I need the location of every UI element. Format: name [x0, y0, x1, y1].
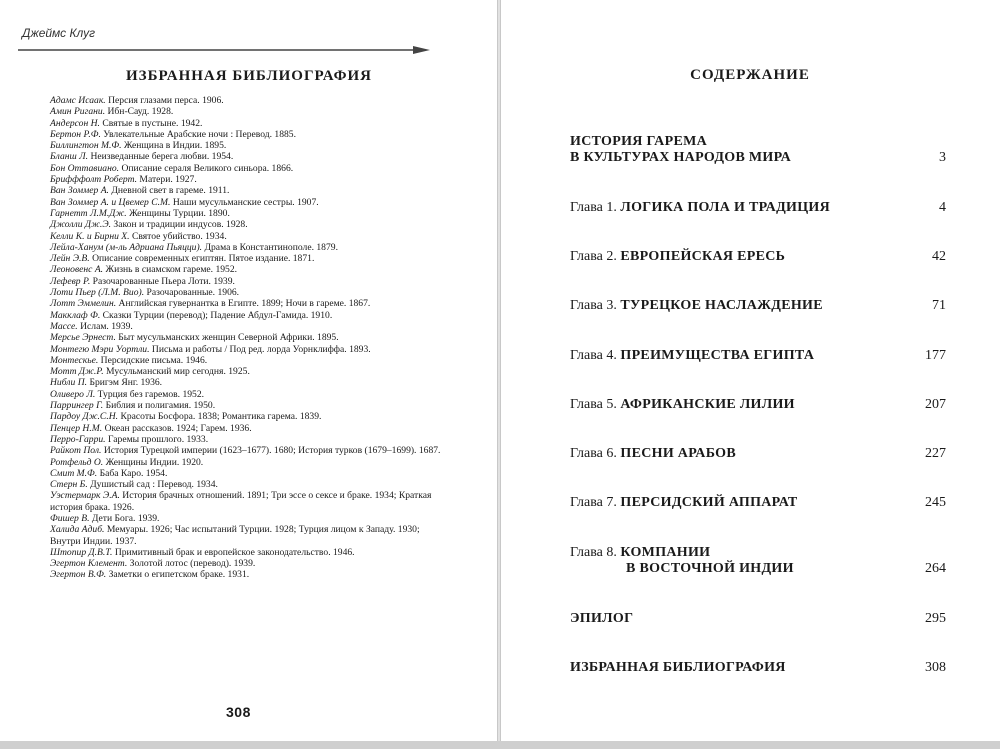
entry-text: Быт мусульманских женщин Северной Африки. 1895.: [118, 332, 339, 344]
toc-page-number: 295: [925, 611, 946, 626]
entry-author: Монтескье.: [50, 354, 99, 366]
entry-author: Ван Зоммер А. и Цвемер С.М.: [50, 196, 171, 208]
entry-text: Женщины Индии. 1920.: [105, 456, 204, 468]
entry-text: Дневной свет в гареме. 1911.: [111, 185, 230, 197]
toc-title: ПЕРСИДСКИЙ АППАРАТ: [620, 495, 798, 510]
bibliography-entry: [50, 344, 445, 355]
bibliography-entry: [50, 118, 445, 129]
toc-chapter-number: Глава 4.: [570, 348, 617, 363]
entry-text: Увлекательные Арабские ночи : Перевод. 1885.: [103, 128, 296, 140]
toc-page-number: 227: [925, 446, 946, 461]
toc-chapter-number: Глава 3.: [570, 298, 617, 313]
entry-author: Лоти Пьер (Л.М. Вио).: [50, 287, 145, 299]
entry-text: Закон и традиции индусов. 1928.: [113, 219, 248, 231]
bibliography-entry: [50, 106, 445, 117]
entry-text: Матери. 1927.: [139, 174, 197, 186]
entry-text: Золотой лотос (перевод). 1939.: [129, 558, 256, 570]
entry-text: Письма и работы / Под ред. лорда Уорнклиффа. 1893.: [151, 343, 371, 355]
entry-text: Гаремы прошлого. 1933.: [107, 433, 209, 445]
entry-author: Ротфельд О.: [50, 456, 104, 468]
entry-author: Лефевр Р.: [50, 275, 91, 287]
bibliography-entry: [50, 389, 445, 400]
toc-entry[interactable]: [570, 200, 946, 216]
toc-title: ЭПИЛОГ: [570, 611, 634, 626]
entry-text: Ибн-Сауд. 1928.: [107, 106, 174, 118]
entry-author: Ван Зоммер А.: [50, 185, 109, 197]
bibliography-entry: [50, 253, 445, 264]
entry-author: Келли К. и Бирни Х.: [50, 230, 130, 242]
toc-page-number: 71: [932, 298, 946, 313]
toc-chapter-number: Глава 6.: [570, 446, 617, 461]
bibliography-entry: [50, 287, 445, 298]
bibliography-entry: [50, 423, 445, 434]
entry-author: Мотт Дж.Р.: [50, 366, 104, 378]
entry-author: Леоновенс А.: [50, 264, 104, 276]
bibliography-entry: [50, 513, 445, 524]
entry-author: Андерсон Н.: [50, 117, 100, 129]
entry-author: Брифффолт Роберт.: [50, 174, 138, 186]
entry-text: Душистый сад : Перевод. 1934.: [90, 479, 218, 491]
entry-author: Паррингер Г.: [50, 400, 104, 412]
toc-title-continued: В КУЛЬТУРАХ НАРОДОВ МИРА: [570, 150, 792, 165]
bibliography-entry: [50, 231, 445, 242]
entry-author: Райкот Пол.: [50, 445, 102, 457]
bibliography-entry: [50, 411, 445, 422]
bibliography-entry: [50, 276, 445, 287]
entry-text: Наши мусульманские сестры. 1907.: [172, 196, 319, 208]
toc-title: ТУРЕЦКОЕ НАСЛАЖДЕНИЕ: [620, 298, 823, 313]
entry-text: Женщины Турции. 1890.: [129, 207, 230, 219]
entry-text: Персия глазами перса. 1906.: [108, 95, 224, 106]
toc-page-number: 42: [932, 249, 946, 264]
entry-author: Массе.: [50, 320, 78, 332]
toc-page-number: 308: [925, 660, 946, 675]
bibliography-entry: [50, 490, 445, 513]
bibliography-entry: [50, 197, 445, 208]
toc-title: ЕВРОПЕЙСКАЯ ЕРЕСЬ: [620, 249, 786, 264]
entry-author: Амин Ригани.: [50, 106, 106, 118]
entry-text: Разочарованные Пьера Лоти. 1939.: [92, 275, 235, 287]
bibliography-entry: [50, 355, 445, 366]
toc-entry[interactable]: [570, 660, 946, 676]
toc-entry[interactable]: [570, 134, 946, 166]
bibliography-entry: [50, 242, 445, 253]
entry-author: Джолли Дж.Э.: [50, 219, 112, 231]
entry-text: История брачных отношений. 1891; Три эссе о сексе и браке. 1934; Краткая история брака. 1926.: [50, 490, 432, 513]
entry-author: Штопир Д.В.Т.: [50, 546, 113, 558]
bibliography-entry: [50, 208, 445, 219]
toc-entry[interactable]: [570, 545, 946, 577]
toc-chapter-number: Глава 8.: [570, 545, 617, 560]
toc-page-number: 245: [925, 495, 946, 510]
entry-author: Уэстермарк Э.А.: [50, 490, 120, 502]
running-head: Джеймс Клуг: [22, 26, 96, 40]
entry-author: Монтегю Мэри Уортли.: [50, 343, 150, 355]
toc-title: ИСТОРИЯ ГАРЕМА: [570, 134, 708, 149]
toc-entry[interactable]: [570, 611, 946, 627]
contents-title: СОДЕРЖАНИЕ: [690, 67, 810, 83]
entry-author: Макклаф Ф.: [50, 309, 101, 321]
toc-entry[interactable]: [570, 348, 946, 364]
entry-text: Женщина в Индии. 1895.: [123, 140, 227, 152]
entry-author: Смит М.Ф.: [50, 467, 98, 479]
bibliography-entry: [50, 174, 445, 185]
toc-chapter-number: Глава 7.: [570, 495, 617, 510]
bibliography-entry: [50, 332, 445, 343]
entry-text: Мусульманский мир сегодня. 1925.: [106, 366, 250, 378]
entry-text: Красоты Босфора. 1838; Романтика гарема. 1839.: [120, 411, 322, 423]
entry-text: Описание сераля Великого синьора. 1866.: [121, 162, 294, 174]
entry-author: Гарнетт Л.М.Дж.: [50, 207, 127, 219]
bibliography-entry: [50, 129, 445, 140]
bibliography-title: ИЗБРАННАЯ БИБЛИОГРАФИЯ: [125, 68, 373, 84]
entry-text: История Турецкой империи (1623–1677). 1680; История турков (1679–1699). 1687.: [103, 445, 441, 457]
toc-page-number: 4: [939, 200, 946, 215]
table-of-contents: [500, 0, 1000, 741]
entry-text: Святое убийство. 1934.: [131, 230, 227, 242]
bibliography-entry: [50, 264, 445, 275]
toc-entry[interactable]: [570, 397, 946, 413]
entry-text: Заметки о египетском браке. 1931.: [108, 569, 250, 581]
toc-chapter-number: Глава 1.: [570, 200, 617, 215]
entry-text: Описание современных египтян. Пятое издание. 1871.: [92, 253, 315, 265]
bibliography-entry: [50, 569, 445, 580]
entry-author: Эгертон В.Ф.: [50, 569, 107, 581]
entry-text: Мемуары. 1926; Час испытаний Турции. 1928; Турция лицом к Западу. 1930; Внутри Индии. 1937.: [50, 524, 420, 547]
right-page: [500, 0, 1000, 741]
bibliography-entry: [50, 163, 445, 174]
bibliography-list: [50, 95, 445, 581]
toc-entry[interactable]: [570, 446, 946, 462]
entry-text: Сказки Турции (перевод); Падение Абдул-Гамида. 1910.: [102, 309, 333, 321]
bibliography-entry: [50, 547, 445, 558]
entry-text: Неизведанные берега любви. 1954.: [90, 151, 234, 163]
entry-text: Бригэм Янг. 1936.: [89, 377, 163, 389]
toc-title: АФРИКАНСКИЕ ЛИЛИИ: [620, 397, 795, 412]
spear-rule-icon: [18, 45, 430, 55]
toc-entry[interactable]: [570, 249, 946, 265]
bibliography-entry: [50, 479, 445, 490]
bibliography-entry: [50, 151, 445, 162]
entry-author: Халида Адиб.: [50, 524, 105, 536]
bibliography-entry: [50, 445, 445, 456]
bibliography-entry: [50, 434, 445, 445]
toc-page-number: 264: [925, 561, 946, 576]
toc-title: ПЕСНИ АРАБОВ: [620, 446, 736, 461]
toc-chapter-number: Глава 5.: [570, 397, 617, 412]
toc-page-number: 3: [939, 150, 946, 165]
entry-text: Святые в пустыне. 1942.: [102, 117, 203, 129]
entry-author: Лотт Эммелин.: [50, 298, 117, 310]
toc-entry[interactable]: [570, 495, 946, 511]
entry-text: Баба Каро. 1954.: [99, 467, 168, 479]
bibliography-entry: [50, 524, 445, 547]
left-page: [0, 0, 498, 741]
entry-text: Дети Бога. 1939.: [91, 512, 160, 524]
bibliography-entry: [50, 377, 445, 388]
entry-author: Пардоу Дж.С.Н.: [50, 411, 119, 423]
bibliography-entry: [50, 310, 445, 321]
bibliography-entry: [50, 400, 445, 411]
entry-text: Разочарованные. 1906.: [146, 287, 240, 299]
entry-text: Океан рассказов. 1924; Гарем. 1936.: [104, 422, 252, 434]
entry-author: Лейла-Ханум (м-ль Адриана Пьяцци).: [50, 241, 203, 253]
entry-text: Ислам. 1939.: [80, 320, 133, 332]
toc-title: ПРЕИМУЩЕСТВА ЕГИПТА: [620, 348, 815, 363]
entry-author: Фишер В.: [50, 512, 90, 524]
bibliography-entry: [50, 468, 445, 479]
page-shadow: [0, 741, 1000, 749]
entry-text: Персидские письма. 1946.: [100, 354, 208, 366]
entry-text: Жизнь в сиамском гареме. 1952.: [105, 264, 238, 276]
entry-author: Оливеро Л.: [50, 388, 96, 400]
entry-author: Биллингтон М.Ф.: [50, 140, 122, 152]
entry-author: Бон Оттавиано.: [50, 162, 120, 174]
entry-author: Эгертон Клемент.: [50, 558, 128, 570]
bibliography-entry: [50, 457, 445, 468]
toc-title: КОМПАНИИ: [620, 545, 711, 560]
book-gutter: [497, 0, 501, 741]
toc-title: ИЗБРАННАЯ БИБЛИОГРАФИЯ: [570, 660, 786, 675]
toc-title: ЛОГИКА ПОЛА И ТРАДИЦИЯ: [620, 200, 831, 215]
bibliography-entry: [50, 298, 445, 309]
entry-author: Бланш Л.: [50, 151, 89, 163]
bibliography-entry: [50, 140, 445, 151]
entry-author: Пенцер Н.М.: [50, 422, 103, 434]
entry-text: Английская гувернантка в Египте. 1899; Ночи в гареме. 1867.: [118, 298, 371, 310]
toc-page-number: 207: [925, 397, 946, 412]
toc-chapter-number: Глава 2.: [570, 249, 617, 264]
entry-text: Драма в Константинополе. 1879.: [204, 241, 338, 253]
entry-author: Адамс Исаак.: [50, 95, 106, 106]
bibliography-entry: [50, 558, 445, 569]
entry-author: Мерсье Эрнест.: [50, 332, 116, 344]
bibliography-entry: [50, 366, 445, 377]
toc-entry[interactable]: [570, 298, 946, 314]
entry-text: Турция без гаремов. 1952.: [97, 388, 205, 400]
entry-text: Примитивный брак и европейское законодательство. 1946.: [114, 546, 355, 558]
entry-author: Перро-Гарри.: [50, 433, 106, 445]
bibliography-entry: [50, 321, 445, 332]
bibliography-entry: [50, 219, 445, 230]
bibliography-entry: [50, 185, 445, 196]
bibliography-entry: [50, 95, 445, 106]
page-number: 308: [226, 704, 251, 720]
entry-author: Стерн Б.: [50, 479, 88, 491]
toc-page-number: 177: [925, 348, 946, 363]
entry-text: Библия и полигамия. 1950.: [105, 400, 216, 412]
entry-author: Нибли П.: [50, 377, 88, 389]
entry-author: Лейн Э.В.: [50, 253, 90, 265]
entry-author: Бертон Р.Ф.: [50, 128, 101, 140]
toc-title-continued: В ВОСТОЧНОЙ ИНДИИ: [626, 561, 794, 576]
